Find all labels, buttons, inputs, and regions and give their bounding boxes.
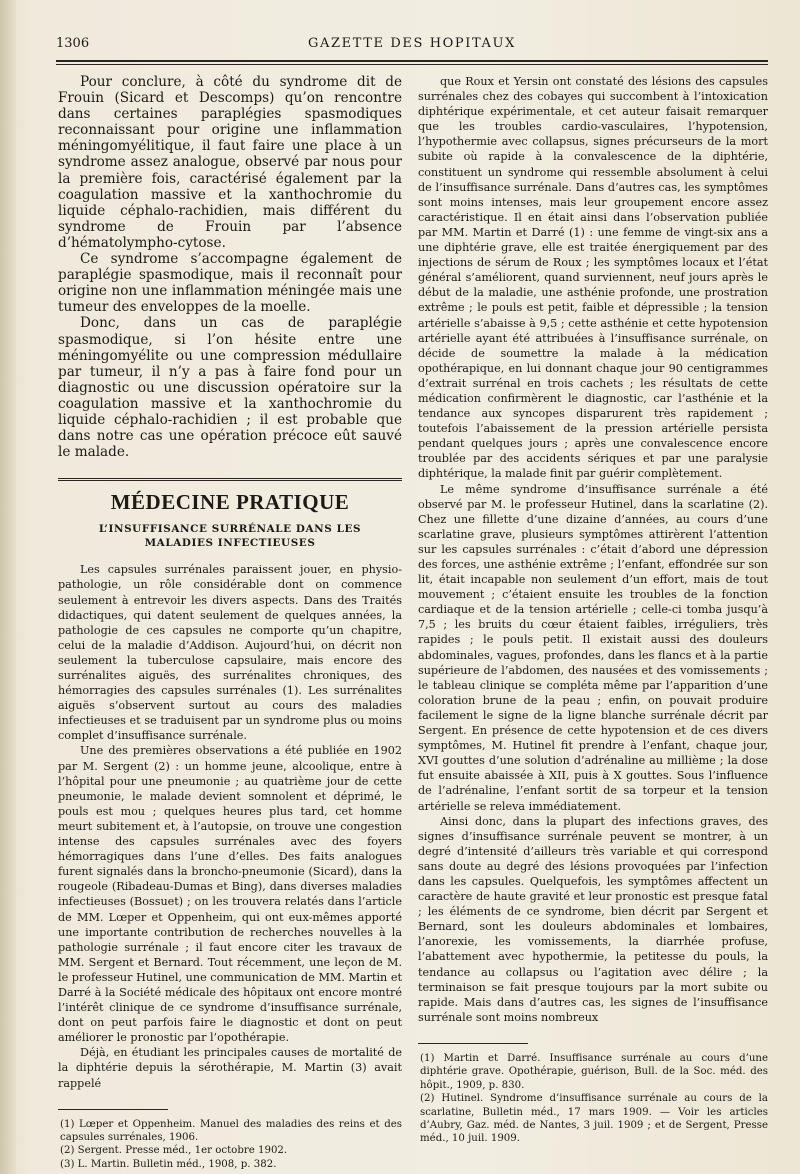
article-paragraph: Une des premières observations a été publiée en 1902 par M. Sergent (2) : un homme jeune, alcoolique, entre à l’hôpital pour une pneumonie ; au quatrième jour de cette pneumonie, le malade devient somnolent et déprimé, le pouls est mou ; quelques heures plus tard, cet homme meurt subitement et, à l’autopsie, on trouve une congestion intense des capsules surrénales avec des foyers hémorragiques dans l’une d’elles. Des faits analogues furent signalés dans la broncho-pneumonie (Sicard), dans la rougeole (Ribadeau-Dumas et Bing), dans diverses maladies infectieuses (Bossuet) ; on les trouvera relatés dans l’article de MM. Lœper et Oppenheim, qui ont eux-mêmes apporté une importante contribution de recherches nouvelles à la pathologie surrénale ; il faut encore citer les travaux de MM. Sergent et Bernard. Tout récemment, une leçon de M. le professeur Hutinel, une communication de MM. Martin et Darré à la Société médicale des hôpitaux ont encore montré l’intérêt clinique de ce syndrome d’insuffisance surrénale, dont on peut parfois faire le diagnostic et dont on peut améliorer le pronostic par l’opothérapie. [58,744,402,1045]
article-paragraph: Le même syndrome d’insuffisance surrénale a été observé par M. le professeur Hutinel, dans la scarlatine (2). Chez une fillette d’une dizaine d’années, au cours d’une scarlatine grave, plusieurs symptômes attirèrent l’attention sur les capsules surrénales : c’était d’abord une dépression des forces, une asthénie extrême ; l’enfant, effondrée sur son lit, était incapable non seulement d’un effort, mais de tout mouvement ; c’étaient ensuite les troubles de la fonction cardiaque et de la tension artérielle ; celle-ci tomba jusqu’à 7,5 ; les bruits du cœur étaient faibles, irréguliers, très rapides ; le pouls petit. Il existait aussi des douleurs abdominales, vagues, profondes, dans les flancs et à la partie supérieure de l’abdomen, des nausées et des vomissements ; le tableau clinique se compléta même par l’apparition d’une coloration brune de la peau ; enfin, on pouvait produire facilement le signe de la ligne blanche surrénale décrit par Sergent. En présence de cette hypotension et de ces divers symptômes, M. Hutinel fit prendre à l’enfant, chaque jour, XVI gouttes d’une solution d’adrénaline au millième ; la dose fut ensuite abaissée à XII, puis à X gouttes. Sous l’influence de l’adrénaline, l’enfant sortit de sa torpeur et la tension artérielle se releva immédiatement. [418,482,768,813]
page-number: 1306 [56,36,90,51]
footnote-rule [58,1109,168,1110]
footnote-rule [418,1043,528,1044]
footnote: (1) Lœper et Oppenheim. Manuel des maladies des reins et des capsules surrénales, 1906. [60,1118,402,1144]
article-paragraph: Les capsules surrénales paraissent jouer, en physio-pathologie, un rôle considérable dont on commence seulement à entrevoir les divers aspects. Dans des Traités didactiques, qui datent seulement de quelques années, la pathologie de ces capsules ne comporte qu’un chapitre, celui de la maladie d’Addison. Aujourd’hui, on décrit non seulement la tuberculose capsulaire, mais encore des surrénalites aiguës, des surrénalites chroniques, des hémorragies des capsules surrénales (1). Les surrénalites aiguës s’observent surtout au cours des maladies infectieuses et se traduisent par un syndrome plus ou moins complet d’insuffisance surrénale. [58,563,402,743]
section-rule [58,478,402,481]
footnote: (2) Hutinel. Syndrome d’insuffisance surrénale au cours de la scarlatine, Bulletin méd., 17 mars 1909. — Voir les articles d’Aubry, Gaz. méd. de Nantes, 3 juil. 1909 ; et de Sergent, Presse méd., 10 juil. 1909. [420,1093,768,1145]
page-header [56,36,768,60]
article-paragraph: Ainsi donc, dans la plupart des infections graves, des signes d’insuffisance surrénale peuvent se montrer, à un degré d’intensité d’ailleurs très variable et qui correspond sans doute au degré des lésions provoquées par l’infection dans les capsules. Quelquefois, les symptômes affectent un caractère de haute gravité et leur pronostic est presque fatal ; les éléments de ce syndrome, bien décrit par Sergent et Bernard, sont les douleurs abdominales et lombaires, l’anorexie, les vomissements, la diarrhée profuse, l’abattement avec hypothermie, la petitesse du pouls, la tendance au collapsus ou l’agitation avec délire ; la terminaison se fait presque toujours par la mort subite ou rapide. Mais dans d’autres cas, les signes de l’insuffisance surrénale sont moins nombreux [418,814,768,1024]
article-paragraph: que Roux et Yersin ont constaté des lésions des capsules surrénales chez des cobayes qui succombent à l’intoxication diphtérique expérimentale, et cet auteur faisait remarquer que les troubles cardio-vasculaires, l’hypotension, l’hypothermie avec collapsus, signes précurseurs de la mort subite où rapide à la convalescence de la diphtérie, constituent un syndrome qui ressemble absolument à celui de l’insuffisance surrénale. Dans d’autres cas, les symptômes sont moins intenses, mais leur groupement encore assez caractéristique. Il en était ainsi dans l’observation publiée par MM. Martin et Darré (1) : une femme de vingt-six ans a une diphtérie grave, elle est traitée énergiquement par des injections de sérum de Roux ; les symptômes locaux et l’état général s’améliorent, quand surviennent, neuf jours après le début de la maladie, une asthénie profonde, une prostration extrême ; le pouls est petit, faible et dépressible ; la tension artérielle s’abaisse à 9,5 ; cette asthénie et cette hypotension artérielle ayant été attribuées à l’insuffisance surrénale, on décide de soumettre la malade à la médication opothérapique, en lui donnant chaque jour 90 centigrammes d’extrait surrénal en trois cachets ; les résultats de cette médication confirmèrent le diagnostic, car l’asthénie et la tendance aux syncopes disparurent très rapidement ; toutefois l’abaissement de la pression artérielle persista pendant quelques jours ; après une convalescence encore troublée par des accidents sériques et par une paralysie diphtérique, la malade finit par guérir complètement. [418,75,768,481]
page-binding-edge [0,0,16,1174]
article-title: L’INSUFFISANCE SURRÉNALE DANS LES MALADIES INFECTIEUSES [98,523,362,550]
footnote: (3) L. Martin. Bulletin méd., 1908, p. 382. [60,1158,277,1170]
conclusion-paragraph: Pour conclure, à côté du syndrome dit de Frouin (Sicard et Descomps) qu’on rencontre dans certaines paraplégies spasmodiques reconnaissant pour origine une inflammation méningomyélitique, il faut faire une place à un syndrome assez analogue, observé par nous pour la première fois, caractérisé également par la coagulation massive et la xanthochromie du liquide céphalo-rachidien, mais différent du syndrome de Frouin par l’absence d’hématolympho-cytose. [58,74,402,251]
article-paragraph: Déjà, en étudiant les principales causes de mortalité de la diphtérie depuis la sérothérapie, M. Martin (3) avait rappelé [58,1046,402,1090]
journal-title: GAZETTE DES HOPITAUX [308,36,516,51]
conclusion-block [58,74,402,460]
conclusion-paragraph: Donc, dans un cas de paraplégie spasmodique, si l’on hésite entre une méningomyélite ou une compression médullaire par tumeur, il n’y a pas à faire fond pour un diagnostic ou une discussion opératoire sur la coagulation massive et la xanthochromie du liquide céphalo-rachidien ; il est probable que dans notre cas une opération précoce eût sauvé le malade. [58,315,402,461]
footnote: (1) Martin et Darré. Insuffisance surrénale au cours d’une diphtérie grave. Opothérapie, guérison, Bull. de la Soc. méd. des hôpit., 1909, p. 830. [420,1052,768,1091]
conclusion-paragraph: Ce syndrome s’accompagne également de paraplégie spasmodique, mais il reconnaît pour origine non une inflammation méningée mais une tumeur des enveloppes de la moelle. [58,251,402,316]
header-rule-thin [56,64,768,65]
right-column [418,74,768,1146]
left-column [58,74,402,1171]
footnote: (2) Sergent. Presse méd., 1er octobre 1902. [60,1145,288,1157]
section-title: MÉDECINE PRATIQUE [110,490,350,515]
header-rule [56,60,768,62]
